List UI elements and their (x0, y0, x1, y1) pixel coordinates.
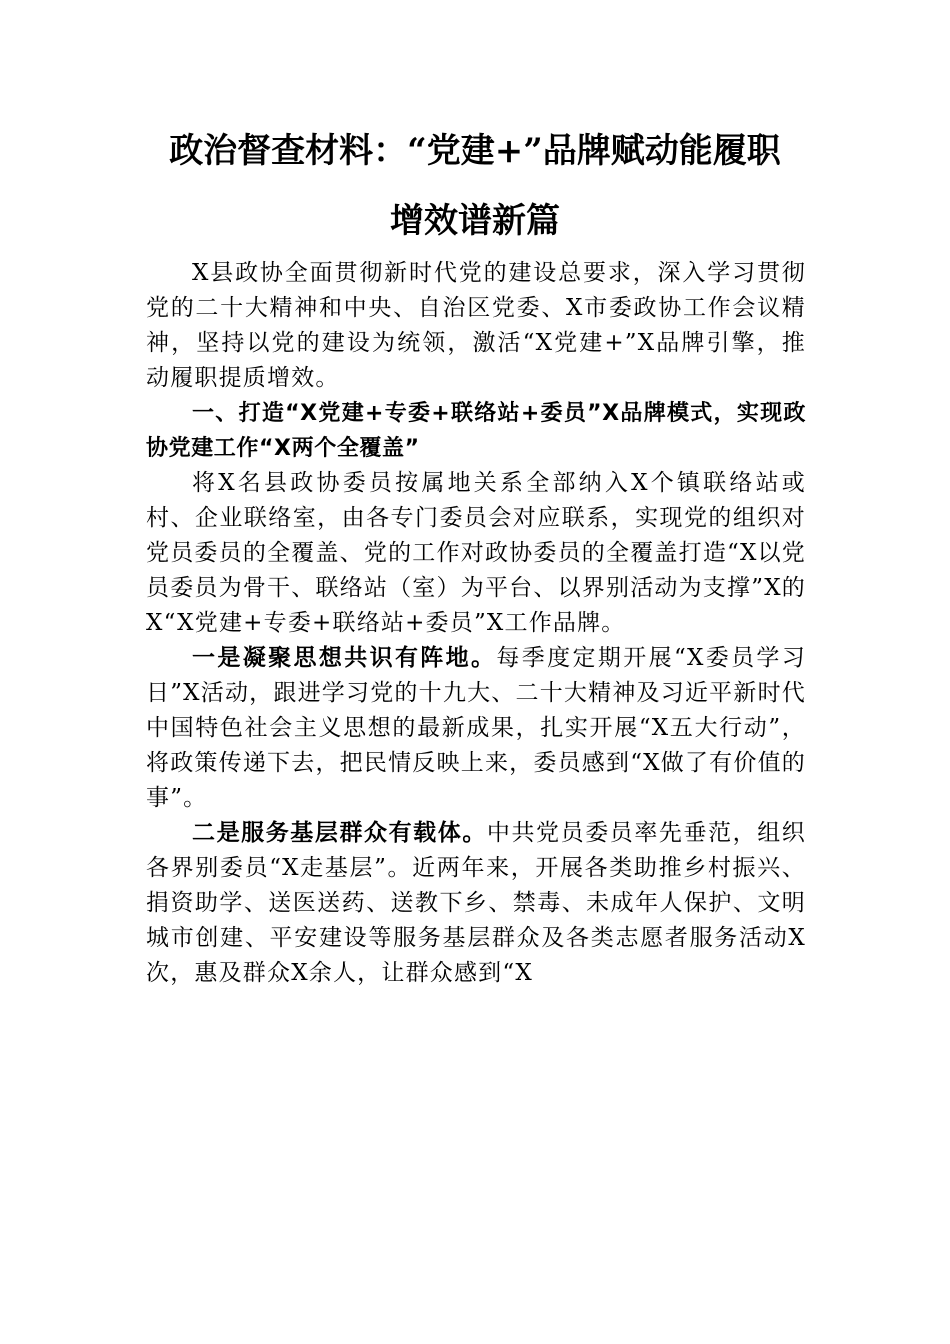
intro-paragraph: X县政协全面贯彻新时代党的建设总要求，深入学习贯彻党的二十大精神和中央、自治区党委、X市委政协工作会议精神，坚持以党的建设为统领，激活“X党建+”X品牌引擎，推动履职提质增效。 (146, 260, 806, 391)
document-body (146, 256, 806, 991)
point-1-paragraph (146, 641, 806, 816)
document-title-line-1: 政治督查材料：“党建+”品牌赋动能履职 (169, 131, 781, 171)
section-1-paragraph: 将X名县政协委员按属地关系全部纳入X个镇联络站或村、企业联络室，由各专门委员会对应联系，实现党的组织对党员委员的全覆盖、党的工作对政协委员的全覆盖打造“X以党员委员为骨干、联络站（室）为平台、以界别活动为支撑”X的X“X党建+专委+联络站+委员”X工作品牌。 (146, 470, 806, 636)
document-title-line-2: 增效谱新篇 (390, 201, 560, 241)
point-1-lead: 一是凝聚思想共识有阵地。 (192, 645, 497, 671)
section-heading-1: 一、打造“X党建+专委+联络站+委员”X品牌模式，实现政协党建工作“X两个全覆盖” (146, 401, 806, 461)
point-2-paragraph (146, 816, 806, 991)
point-1-text: 每季度定期开展“X委员学习日”X活动，跟进学习党的十九大、二十大精神及习近平新时代中国特色社会主义思想的最新成果，扎实开展“X五大行动”，将政策传递下去，把民情反映上来，委员感到“X做了有价值的事”。 (146, 645, 807, 811)
point-2-lead: 二是服务基层群众有载体。 (192, 820, 487, 846)
point-2-text: 中共党员委员率先垂范，组织各界别委员“X走基层”。近两年来，开展各类助推乡村振兴、捐资助学、送医送药、送教下乡、禁毒、未成年人保护、文明城市创建、平安建设等服务基层群众及各类志愿者服务活动X次，惠及群众X余人，让群众感到“X (146, 820, 806, 986)
